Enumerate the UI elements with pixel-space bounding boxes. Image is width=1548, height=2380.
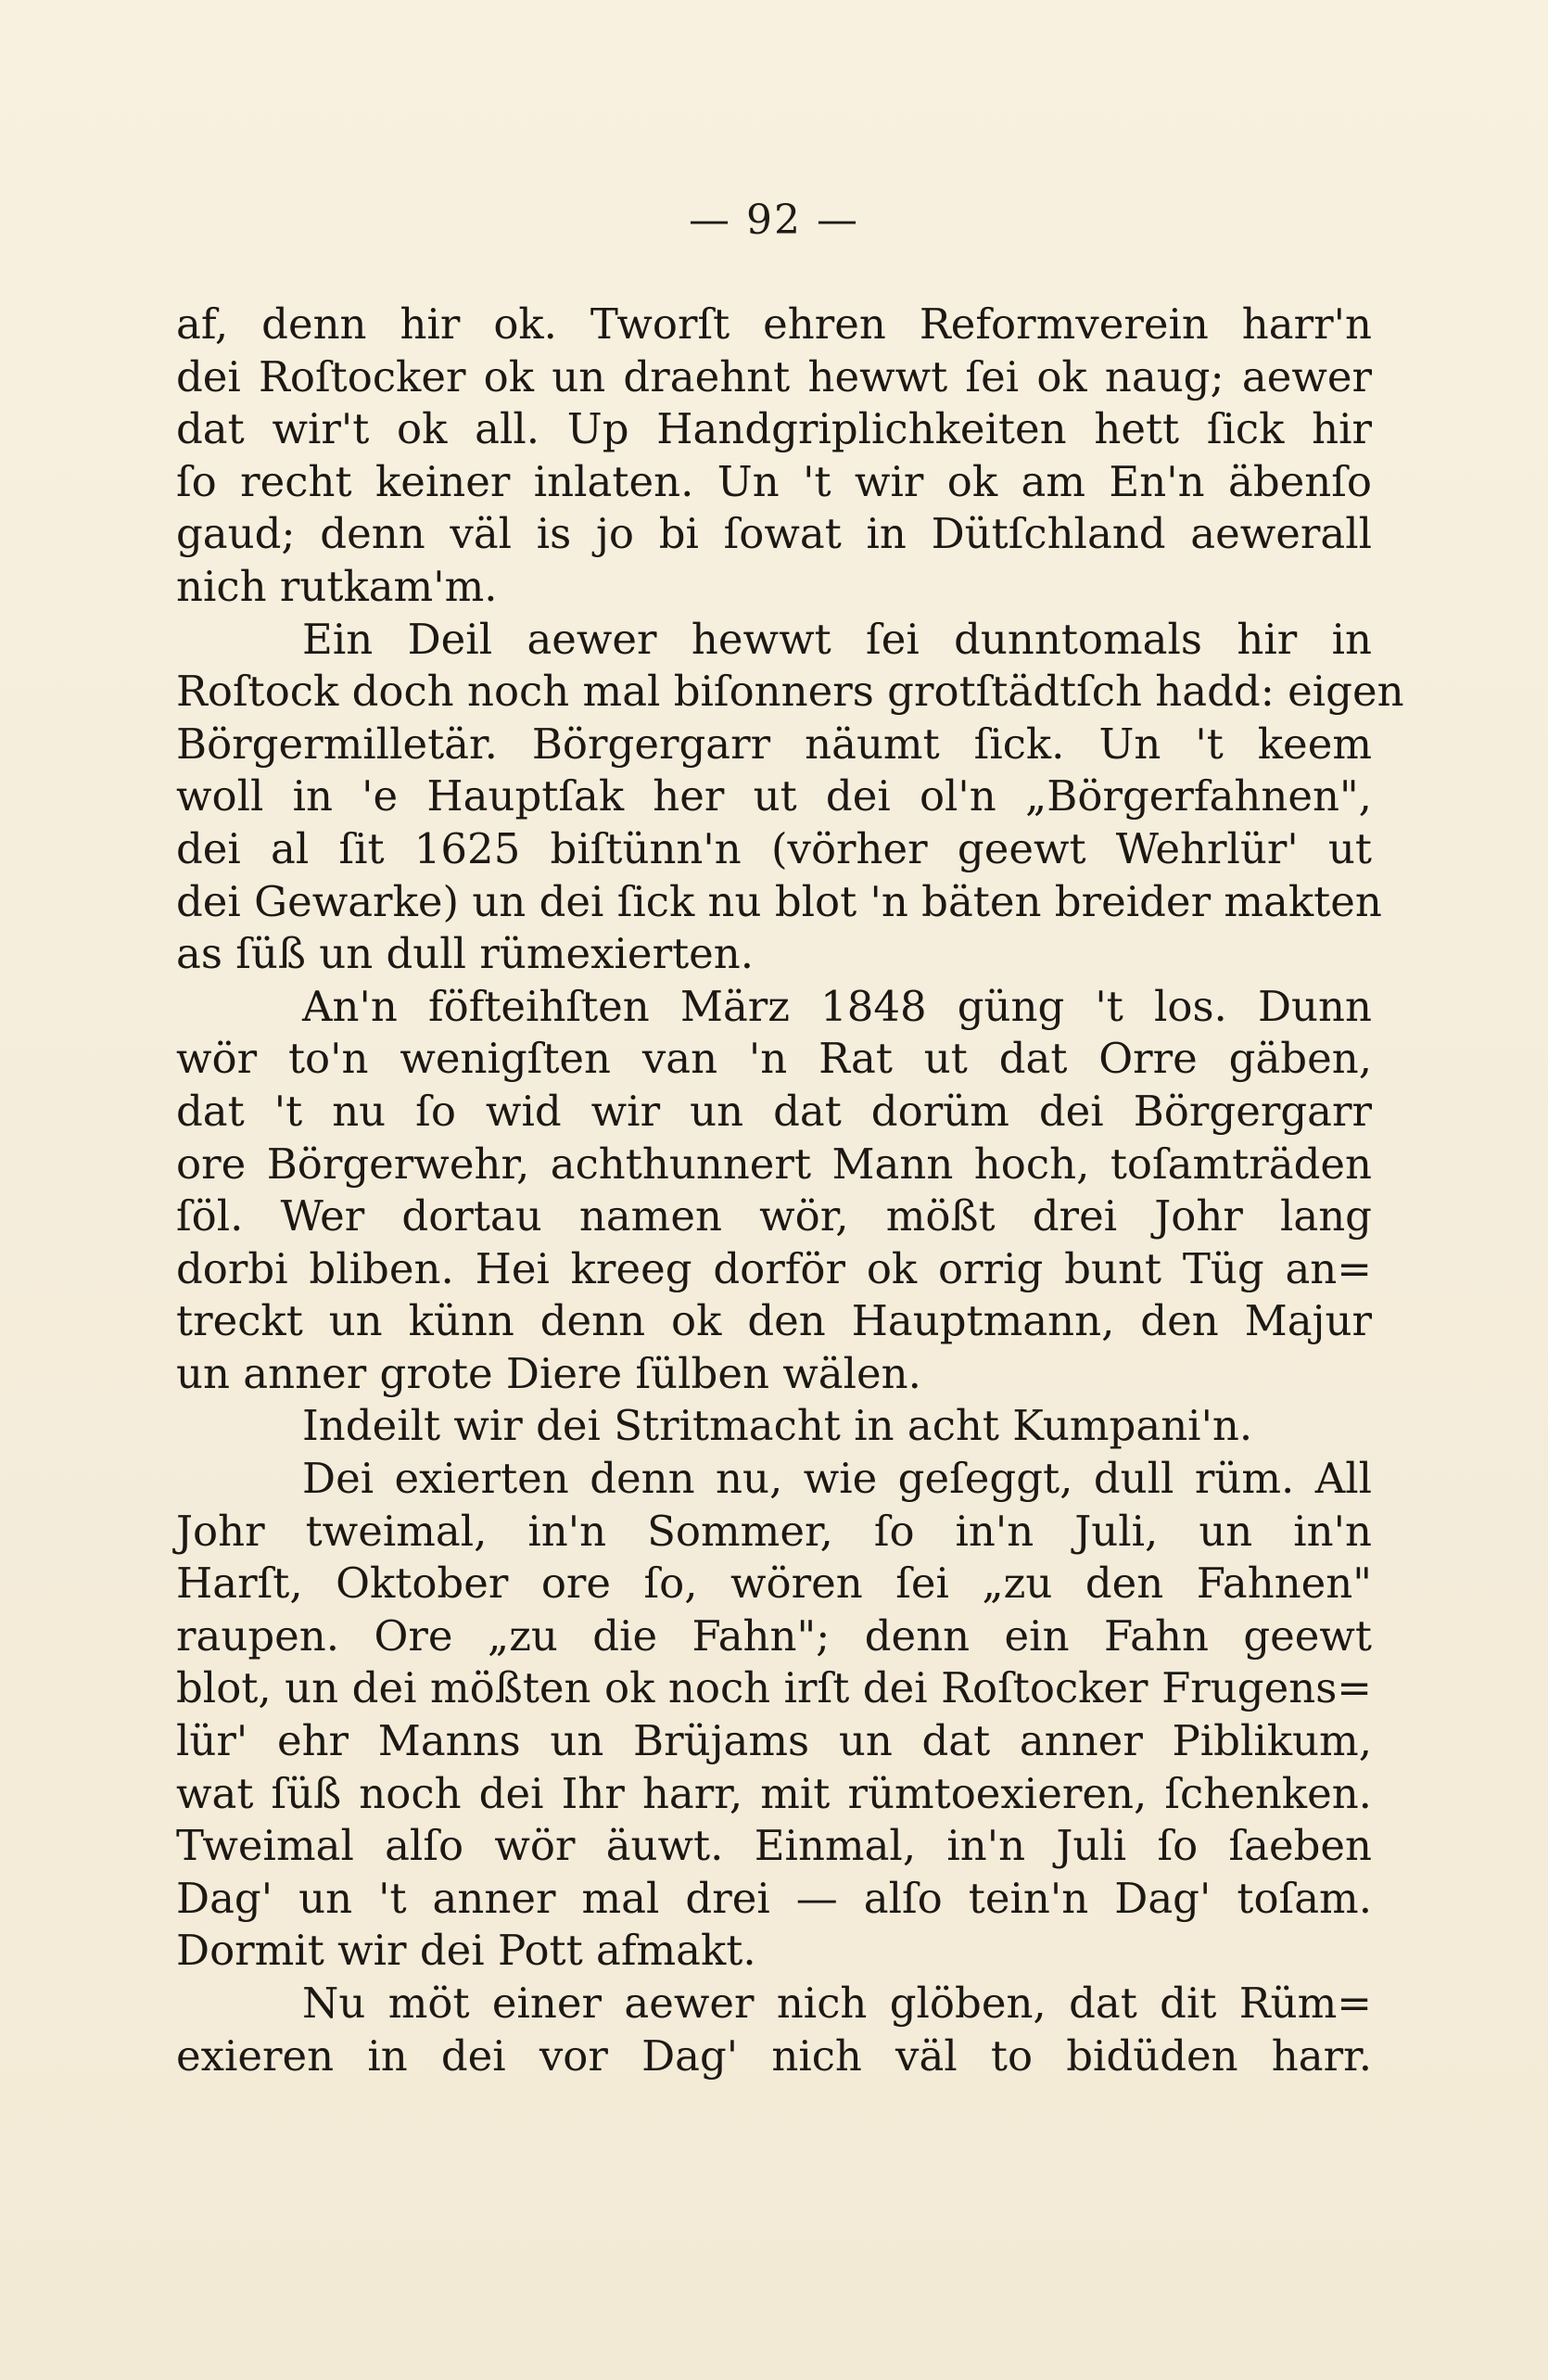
text-line: af, denn hir ok. Tworſt ehren Reformverein harr'n	[176, 299, 1372, 349]
text-line: dei Roſtocker ok un draehnt hewwt ſei ok naug; aewer	[176, 351, 1372, 401]
text-line: Dormit wir dei Pott afmakt.	[176, 1926, 756, 1976]
text-line: dei Gewarke) un dei ſick nu blot 'n bäten breider makten	[176, 876, 1382, 926]
text-line: Roſtock doch noch mal biſonners grotſtädtſch hadd: eigen	[176, 667, 1404, 717]
text-line: Ein Deil aewer hewwt ſei dunntomals hir in	[302, 614, 1372, 664]
text-line: ſo recht keiner inlaten. Un 't wir ok am En'n äbenſo	[176, 456, 1372, 506]
text-line: raupen. Ore „zu die Fahn"; denn ein Fahn geewt	[176, 1610, 1372, 1661]
text-line: exieren in dei vor Dag' nich väl to bidüden harr.	[176, 2030, 1372, 2081]
text-line: Nu möt einer aewer nich glöben, dat dit Rüm=	[302, 1979, 1372, 2028]
text-line: wat ſüß noch dei Ihr harr, mit rümtoexieren, ſchenken.	[176, 1768, 1372, 1818]
text-line: dei al ſit 1625 biſtünn'n (vörher geewt Wehrlür' ut	[176, 823, 1372, 873]
text-line: gaud; denn väl is jo bi ſowat in Dütſchland aewerall	[176, 509, 1372, 559]
text-line: woll in 'e Hauptſak her ut dei ol'n „Börgerfahnen",	[176, 771, 1372, 821]
text-line: dat wir't ok all. Up Handgriplichkeiten hett ſick hir	[176, 404, 1372, 454]
text-line: as ſüß un dull rümexierten.	[176, 929, 755, 979]
text-line: Tweimal alſo wör äuwt. Einmal, in'n Juli ſo ſaeben	[176, 1821, 1372, 1871]
body-text	[176, 299, 1404, 2082]
page-number: — 92 —	[689, 197, 859, 244]
text-line: Harſt, Oktober ore ſo, wören ſei „zu den Fahnen"	[176, 1559, 1372, 1609]
text-line: ore Börgerwehr, achthunnert Mann hoch, toſamträden	[176, 1139, 1372, 1189]
text-line: An'n föfteihſten März 1848 güng 't los. Dunn	[302, 981, 1372, 1031]
text-line: Indeilt wir dei Stritmacht in acht Kumpani'n.	[302, 1401, 1253, 1451]
text-line: Dag' un 't anner mal drei — alſo tein'n Dag' toſam.	[176, 1873, 1372, 1923]
text-line: treckt un künn denn ok den Hauptmann, den Majur	[176, 1296, 1372, 1346]
text-line: dat 't nu ſo wid wir un dat dorüm dei Börgergarr	[176, 1086, 1372, 1136]
text-line: nich rutkam'm.	[176, 561, 498, 611]
text-line: wör to'n wenigſten van 'n Rat ut dat Orre gäben,	[176, 1034, 1372, 1084]
text-line: Dei exierten denn nu, wie geſeggt, dull rüm. All	[302, 1454, 1372, 1504]
text-line: Börgermilletär. Börgergarr näumt ſick. Un 't keem	[176, 719, 1372, 769]
text-line: dorbi bliben. Hei kreeg dorför ok orrig bunt Tüg an=	[176, 1243, 1372, 1293]
text-line: lür' ehr Manns un Brüjams un dat anner Piblikum,	[176, 1716, 1372, 1766]
text-line: blot, un dei mößten ok noch irſt dei Roſtocker Frugens=	[176, 1663, 1372, 1713]
text-line: Johr tweimal, in'n Sommer, ſo in'n Juli, un in'n	[176, 1506, 1372, 1556]
text-line: un anner grote Diere ſülben wälen.	[176, 1348, 921, 1398]
text-line: ſöl. Wer dortau namen wör, mößt drei Johr lang	[176, 1191, 1372, 1241]
